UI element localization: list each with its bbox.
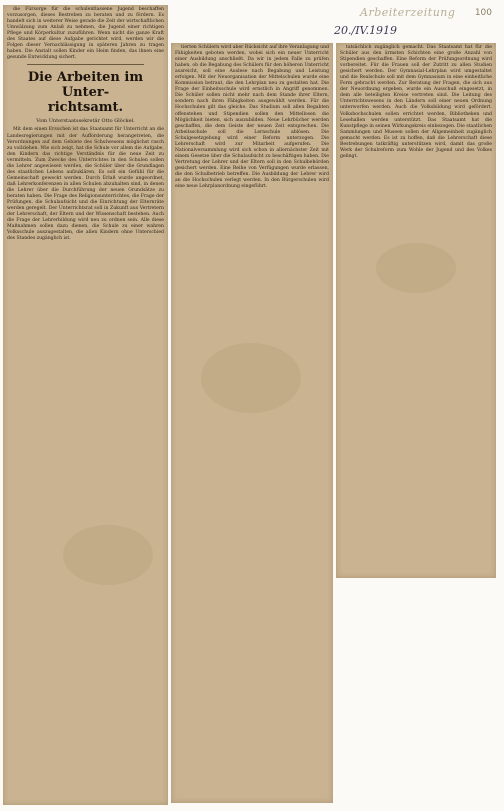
handwritten-date: 20./IV.1919	[334, 24, 398, 37]
clipping-column-3	[336, 43, 496, 578]
article-lead-paragraph: die Fürsorge für die schulentlassene Jugend beschaffen vorzusorgen, dieses Bestreben zu beraten und zu fördern. Es handelt sich in weiterer Weise gerade die Zeit der wirtschaftlichen Umwälzung zum Anlaß zu nehmen, die Jugend einer richtigen Pflege und Körperkultur zuzuführen. Wenn nicht die ganze Kraft des Staates auf diese Aufgabe gerichtet wird, werden wir die Folgen dieser Vernachlässigung in späteren Jahren zu tragen haben. Die Anstalt sollen Kinder ein Heim finden, das ihnen eine gesunde Entwicklung sichert.	[7, 7, 164, 61]
article-body-paragraph: tierten Schülern wird aber Rücksicht auf ihre Veranlagung und Fähigkeiten geboten werden, wobei sich ein neuer Unterricht einer Ausbildung anschließt. Da wir in jedem Falle zu prüfen haben, ob die Begabung des Schülers für den höheren Unterricht ausreicht, soll eine Auslese nach Begabung und Leistung erfolgen. Mit der Neuorganisation der Mittelschulen wurde eine Kommission betraut, die den Lehrplan neu zu gestalten hat. Die Frage der Einheitsschule wird ernstlich in Angriff genommen. Die Schüler sollen nicht mehr nach dem Stande ihrer Eltern, sondern nach ihren Fähigkeiten ausgewählt werden. Für die Hochschulen gilt das gleiche. Das Studium soll allen Begabten offenstehen und Stipendien sollen den Mittellosen die Möglichkeit bieten, sich auszubilden. Neue Lehrbücher werden geschaffen, die dem Geiste der neuen Zeit entsprechen. Die Arbeitsschule soll die Lernschule ablösen. Die Schulgesetzgebung wird einer Reform unterzogen. Die Lehrerschaft wird zur Mitarbeit aufgerufen. Die Nationalversammlung wird sich schon in allernächster Zeit mit einem Gesetze über die Schulaufsicht zu beschäftigen haben. Die Vertretung der Lehrer und der Eltern soll in den Schulbehörden gesichert werden. Eine Reihe von Verfügungen wurde erlassen, die den Schulbetrieb betreffen. Die Ausbildung der Lehrer wird an die Hochschulen verlegt werden. In den Bürgerschulen wird eine neue Lehrplanordnung eingeführt.	[175, 45, 329, 190]
section-divider	[27, 64, 144, 65]
article-column-2	[171, 43, 333, 192]
article-body-paragraph: Mit dem einen Ersuchen ist das Staatsamt für Unterricht an die Landesregierungen mit der Aufforderung herangetreten, die Verordnungen auf dem Gebiete des Schulwesens möglichst rasch zu vollziehen. Wie sich zeigt, hat die Schule vor allem die Aufgabe, den Kindern das richtige Verständnis für die neue Zeit zu vermitteln. Zum Zwecke des Unterrichtes in den Schulen sollen die Lehrer angewiesen werden, die Schüler über die Grundlagen des staatlichen Lebens aufzuklären. Es soll ein Gefühl für die Gemeinschaft geweckt werden. Durch Erlaß wurde angeordnet, daß Lehrerkonferenzen in allen Schulen abzuhalten sind, in denen die Lehrer über die Durchführung der neuen Grundsätze zu beraten haben. Die Frage des Religionsunterrichtes, die Frage der Prüfungen, die Schulaufsicht und die Einrichtung der Elternräte werden geregelt. Der Unterrichtsrat soll in Zukunft aus Vertretern der Lehrerschaft, der Eltern und der Wissenschaft bestehen. Auch die Frage der Lehrerbildung wird neu zu ordnen sein. Alle diese Maßnahmen sollen dazu dienen, die Schule zu einer wahren Volksschule auszugestalten, die allen Kindern ohne Unterschied des Standes zugänglich ist.	[7, 127, 164, 242]
article-column-1	[3, 5, 168, 244]
page-header	[330, 4, 500, 40]
article-body-paragraph: tatsächlich zugänglich gemacht. Das Staatsamt hat für die Schüler aus den ärmsten Schichten eine große Anzahl von Stipendien geschaffen. Eine Reform der Prüfungsordnung wird vorbereitet. Für die Frauen soll der Zutritt zu allen Studien gesichert werden. Der Gymnasial-Lehrplan wird umgestaltet und die Realschule soll mit dem Gymnasium in eine einheitliche Form gebracht werden. Zur Beratung der Fragen, die sich aus der Neuordnung ergeben, wurde ein Ausschuß eingesetzt, in dem alle beteiligten Kreise vertreten sind. Die Leitung des Unterrichtswesens in den Ländern soll einer neuen Ordnung unterworfen werden. Auch die Volksbildung wird gefördert. Volkshochschulen sollen errichtet werden, Bibliotheken und Lesehallen werden unterstützt. Das Staatsamt hat die Kunstpflege in seinen Wirkungskreis einbezogen. Die staatlichen Sammlungen und Museen sollen der Allgemeinheit zugänglich gemacht werden. Es ist zu hoffen, daß die Lehrerschaft diese Bestrebungen tatkräftig unterstützen wird, damit das große Werk der Schulreform zum Wohle der Jugend und des Volkes gelingt.	[340, 45, 492, 159]
headline-line-1: Die Arbeiten im Unter-	[27, 70, 144, 101]
article-byline: Vom Unterstaatssekretär Otto Glöckel.	[36, 118, 135, 125]
clipping-column-2	[171, 43, 333, 803]
article-headline	[7, 70, 164, 115]
folio-number: 100	[474, 8, 492, 18]
newspaper-name-stamp: Arbeiterzeitung	[360, 6, 456, 19]
headline-line-2: richtsamt.	[47, 100, 124, 116]
article-column-3	[336, 43, 496, 162]
clipping-column-1	[3, 5, 168, 805]
